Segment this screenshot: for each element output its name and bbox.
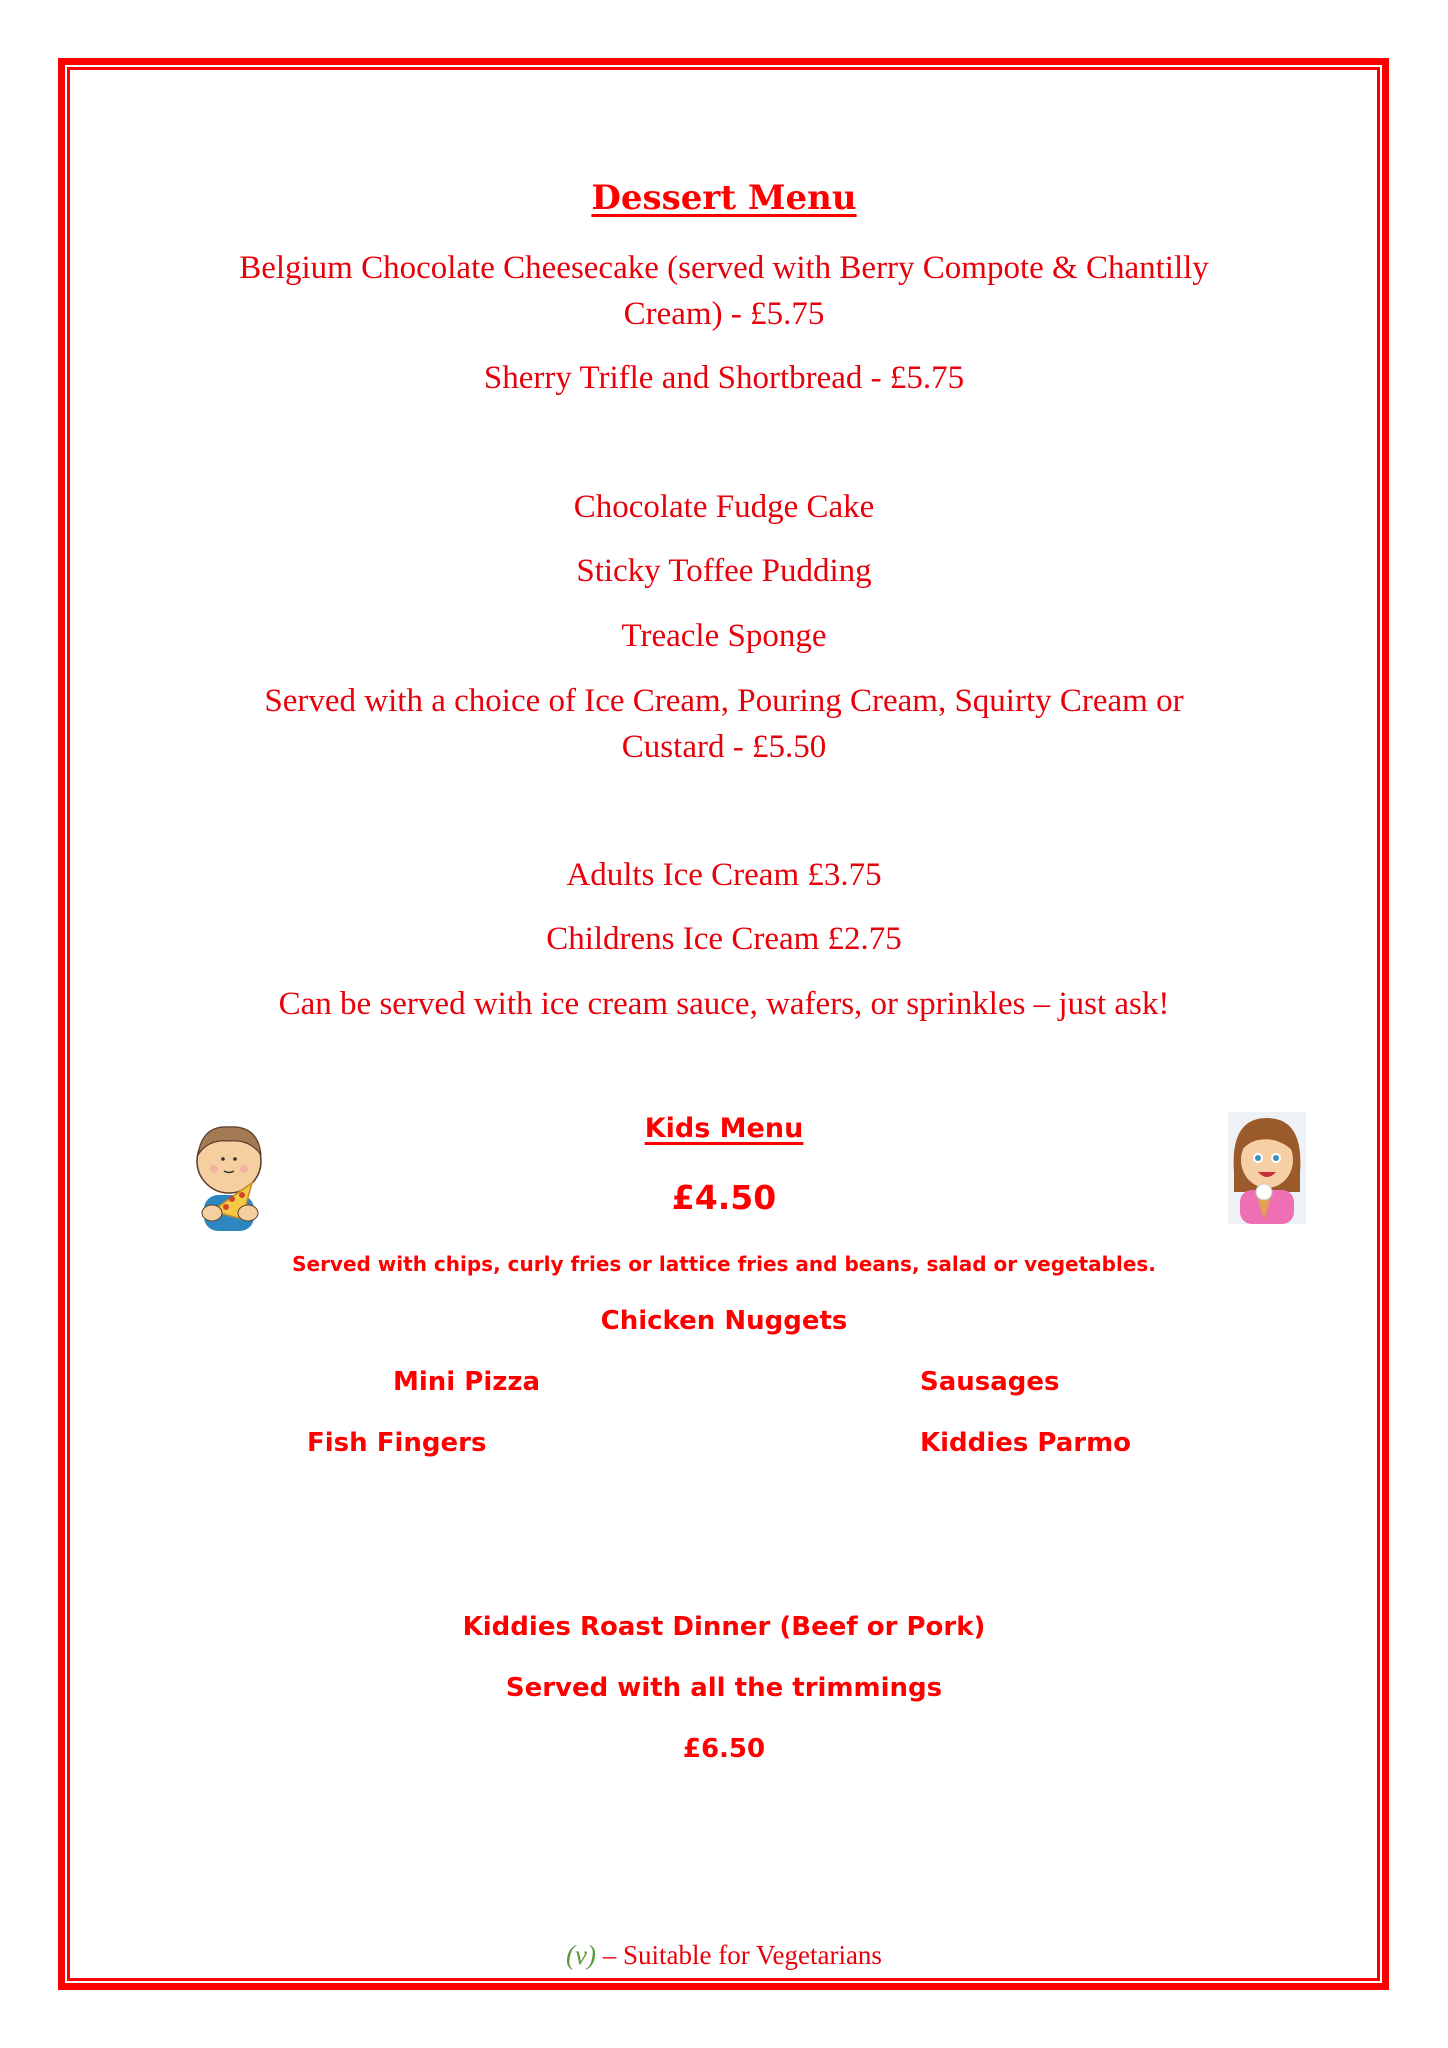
hot-desserts-note-line2: Custard - £5.50 (621, 729, 827, 765)
dessert-item-sticky-toffee: Sticky Toffee Pudding (576, 553, 872, 589)
kids-roast-subtitle: Served with all the trimmings (505, 1673, 943, 1703)
dessert-item-cheesecake-line2: Cream) - £5.75 (623, 296, 825, 332)
dessert-item-cheesecake-line1: Belgium Chocolate Cheesecake (served with Berry Compote & Chantilly (239, 250, 1209, 286)
kids-item-chicken-nuggets: Chicken Nuggets (600, 1306, 848, 1336)
ice-cream-adults: Adults Ice Cream £3.75 (566, 857, 882, 893)
kids-menu-title: Kids Menu (644, 1113, 804, 1144)
dessert-item-trifle: Sherry Trifle and Shortbread - £5.75 (483, 360, 965, 396)
hot-desserts-note-line1: Served with a choice of Ice Cream, Pouring Cream, Squirty Cream or (264, 683, 1184, 719)
kids-item-sausages: Sausages (920, 1367, 1060, 1397)
kids-item-fish-fingers: Fish Fingers (307, 1428, 487, 1458)
kids-roast-title: Kiddies Roast Dinner (Beef or Pork) (462, 1612, 986, 1642)
footer-vegetarian-note (0, 1940, 1448, 1971)
vegetarian-legend-text: – Suitable for Vegetarians (596, 1940, 882, 1970)
kids-item-mini-pizza: Mini Pizza (393, 1367, 541, 1397)
vegetarian-symbol: (v) (566, 1940, 597, 1970)
dessert-menu-title: Dessert Menu (591, 178, 857, 218)
dessert-item-treacle-sponge: Treacle Sponge (621, 618, 827, 654)
dessert-item-fudge-cake: Chocolate Fudge Cake (573, 489, 875, 525)
ice-cream-note: Can be served with ice cream sauce, wafers, or sprinkles – just ask! (278, 986, 1170, 1022)
kids-menu-note: Served with chips, curly fries or lattice fries and beans, salad or vegetables. (292, 1252, 1156, 1276)
ice-cream-childrens: Childrens Ice Cream £2.75 (546, 921, 902, 957)
kids-item-kiddies-parmo: Kiddies Parmo (920, 1428, 1132, 1458)
kids-roast-price: £6.50 (682, 1734, 766, 1764)
kids-menu-price: £4.50 (671, 1178, 777, 1217)
